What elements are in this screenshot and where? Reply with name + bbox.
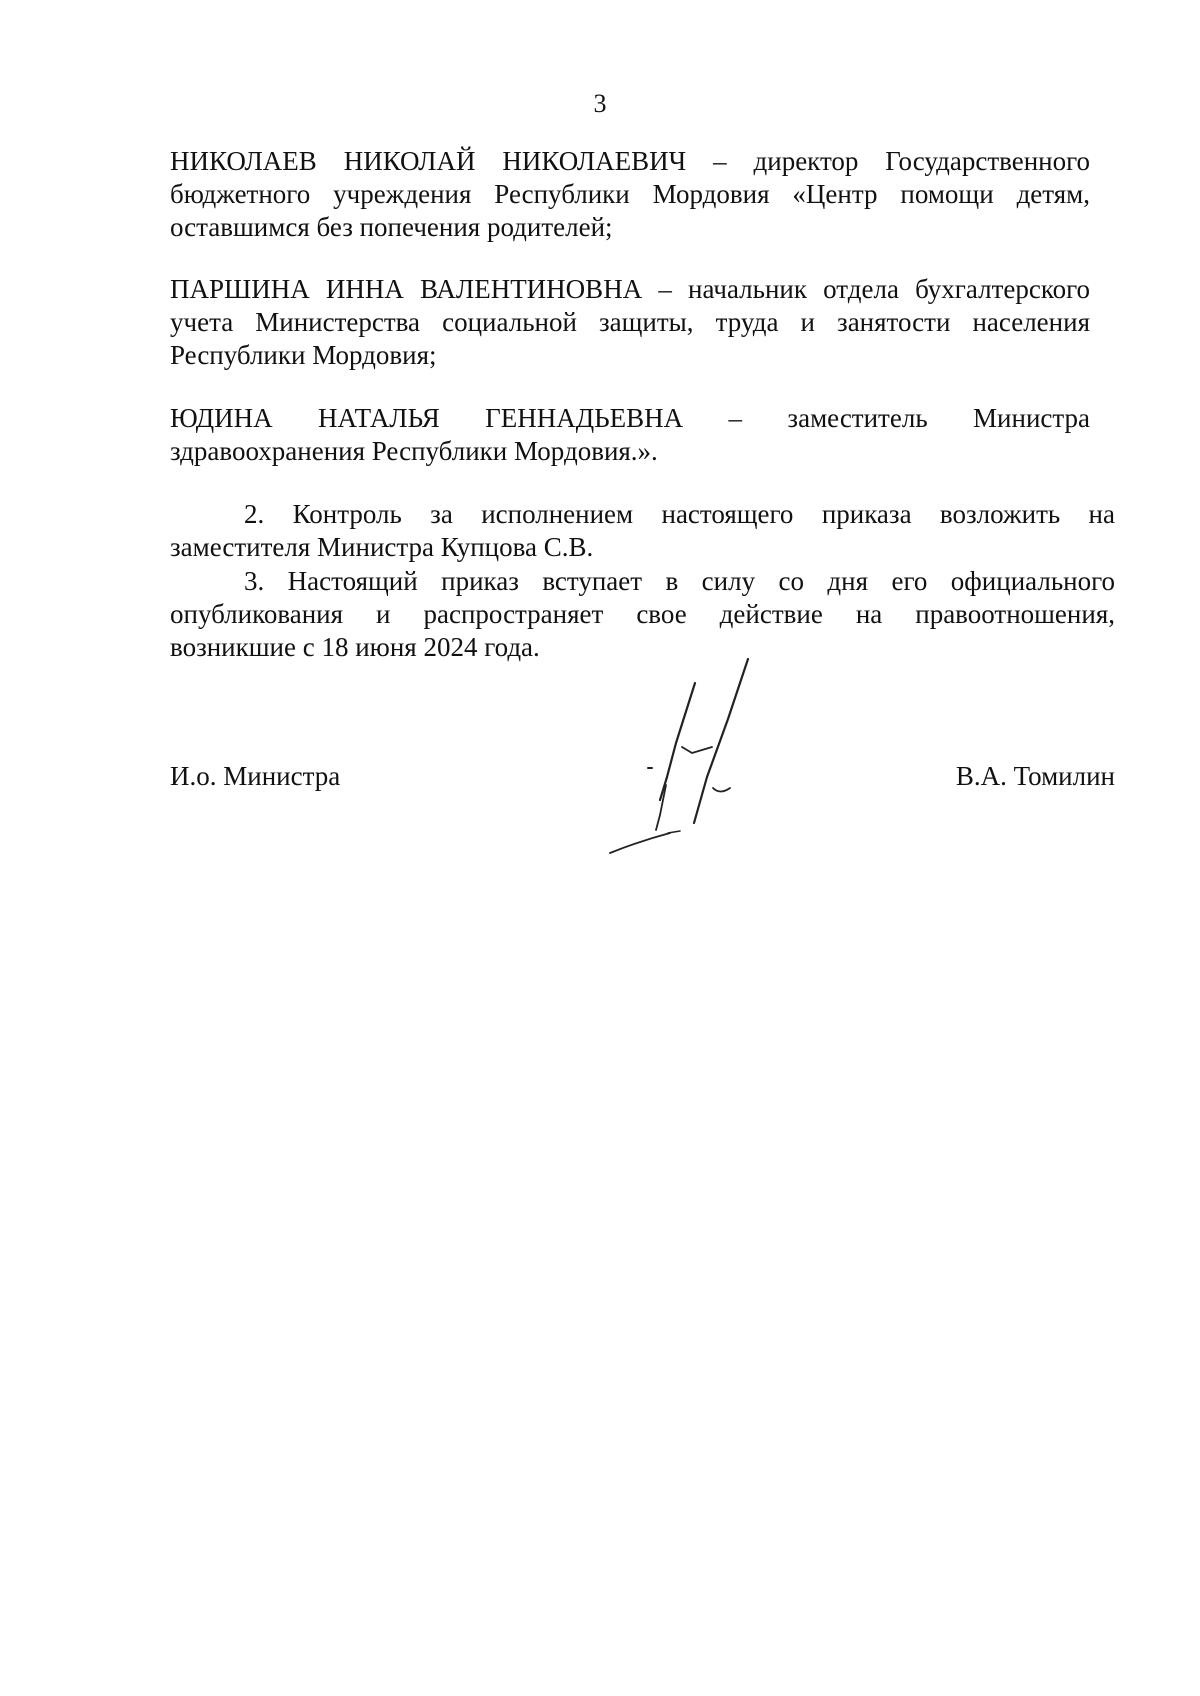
- member-line: НИКОЛАЕВ НИКОЛАЙ НИКОЛАЕВИЧ – директор Государственного: [170, 146, 1090, 176]
- member-line: оставшимся без попечения родителей;: [170, 212, 613, 242]
- signatory-position: И.о. Министра: [170, 761, 341, 791]
- signatory-name: В.А. Томилин: [955, 761, 1115, 791]
- clause-line: заместителя Министра Купцова С.В.: [170, 532, 594, 562]
- handwritten-signature: [600, 655, 820, 855]
- member-entry-parshina: [170, 273, 1090, 372]
- member-entry-yudina: [170, 402, 1090, 468]
- clause-3: [170, 565, 1115, 664]
- member-line: бюджетного учреждения Республики Мордовия «Центр помощи детям,: [170, 179, 1090, 209]
- clause-line: возникшие с 18 июня 2024 года.: [170, 632, 540, 662]
- clause-line: 2. Контроль за исполнением настоящего приказа возложить на: [244, 499, 1115, 529]
- clause-2: [170, 498, 1115, 564]
- member-line: здравоохранения Республики Мордовия.».: [170, 436, 658, 466]
- clause-line: опубликования и распространяет свое действие на правоотношения,: [170, 599, 1115, 629]
- member-line: ПАРШИНА ИННА ВАЛЕНТИНОВНА – начальник отдела бухгалтерского: [170, 274, 1090, 304]
- clause-line: 3. Настоящий приказ вступает в силу со дня его официального: [244, 566, 1115, 596]
- member-entry-nikolaev: [170, 145, 1090, 244]
- member-line: Республики Мордовия;: [170, 340, 437, 370]
- member-line: ЮДИНА НАТАЛЬЯ ГЕННАДЬЕВНА – заместитель Министра: [170, 403, 1090, 433]
- member-line: учета Министерства социальной защиты, труда и занятости населения: [170, 307, 1090, 337]
- page-number: 3: [593, 89, 607, 118]
